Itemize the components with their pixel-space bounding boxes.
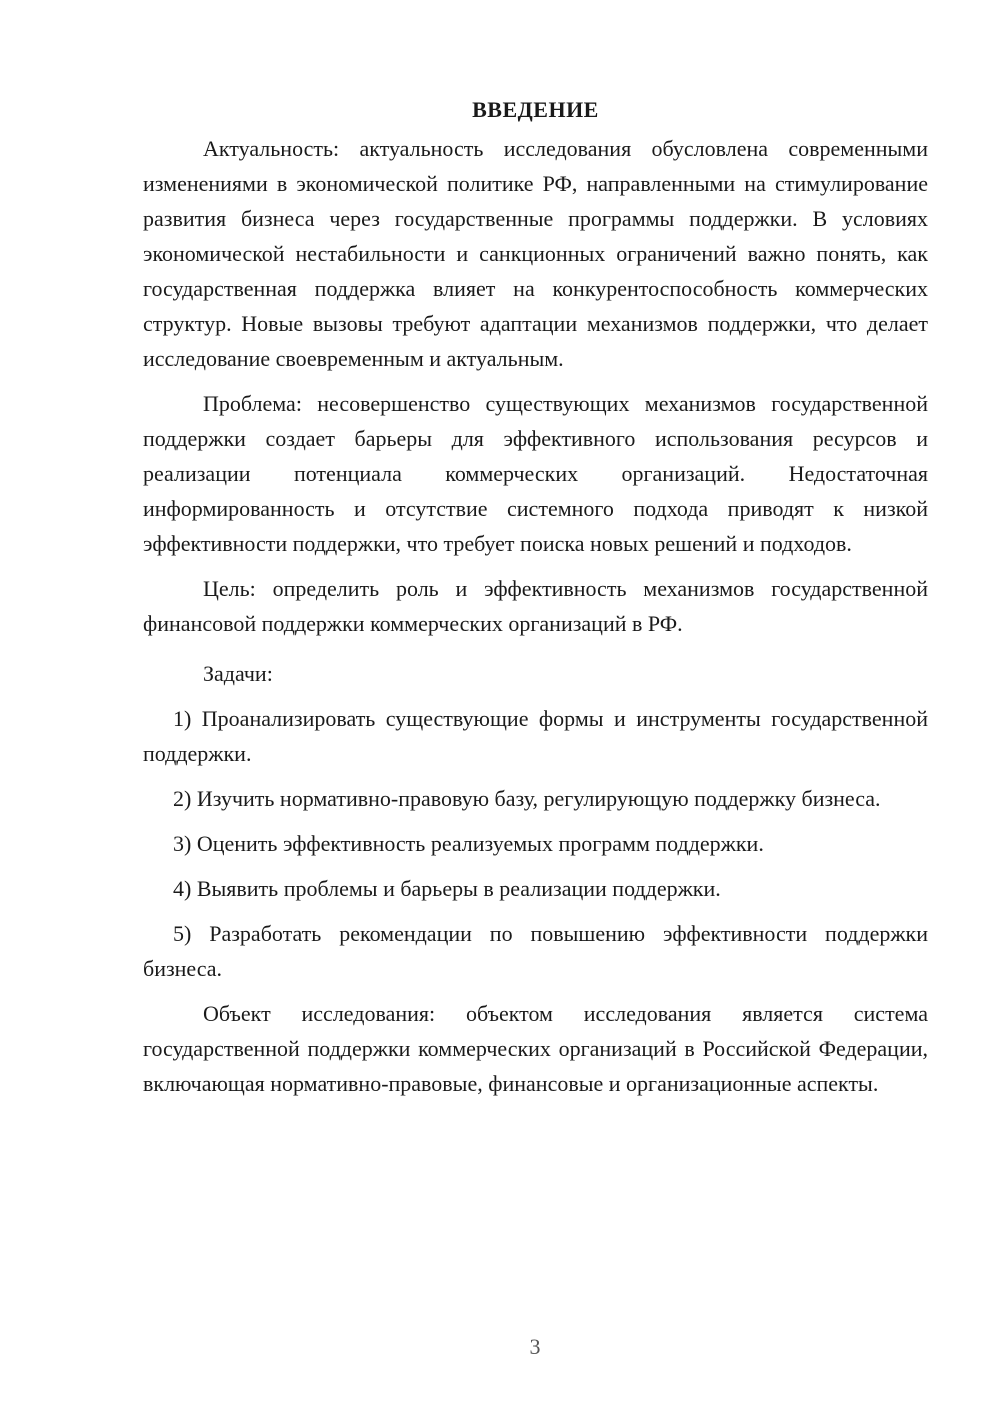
task-item-3: 3) Оценить эффективность реализуемых программ поддержки. [173,831,764,856]
task-item-5: 5) Разработать рекомендации по повышению эффективности поддержки бизнеса. [143,921,928,981]
goal-paragraph: Цель: определить роль и эффективность механизмов государственной финансовой поддержки коммерческих организаций в РФ. [143,576,928,636]
task-item-2: 2) Изучить нормативно-правовую базу, регулирующую поддержку бизнеса. [173,786,881,811]
page-number: 3 [529,1334,541,1359]
tasks-heading: Задачи: [203,661,273,686]
problem-paragraph: Проблема: несовершенство существующих механизмов государственной поддержки создает барьеры для эффективного использования ресурсов и реализации потенциала коммерческих организаций. Недостаточная информированность и отсутствие системного подхода приводят к низкой эффективности поддержки, что требует поиска новых решений и подходов. [143,391,928,556]
task-item-4: 4) Выявить проблемы и барьеры в реализации поддержки. [173,876,721,901]
task-item-1: 1) Проанализировать существующие формы и инструменты государственной поддержки. [143,706,928,766]
section-title: ВВЕДЕНИЕ [472,97,599,122]
document-body [143,92,928,1101]
relevance-paragraph: Актуальность: актуальность исследования обусловлена современными изменениями в экономической политике РФ, направленными на стимулирование развития бизнеса через государственные программы поддержки. В условиях экономической нестабильности и санкционных ограничений важно понять, как государственная поддержка влияет на конкурентоспособность коммерческих структур. Новые вызовы требуют адаптации механизмов поддержки, что делает исследование своевременным и актуальным. [143,136,928,371]
object-paragraph: Объект исследования: объектом исследования является система государственной поддержки коммерческих организаций в Российской Федерации, включающая нормативно-правовые, финансовые и организационные аспекты. [143,1001,928,1096]
